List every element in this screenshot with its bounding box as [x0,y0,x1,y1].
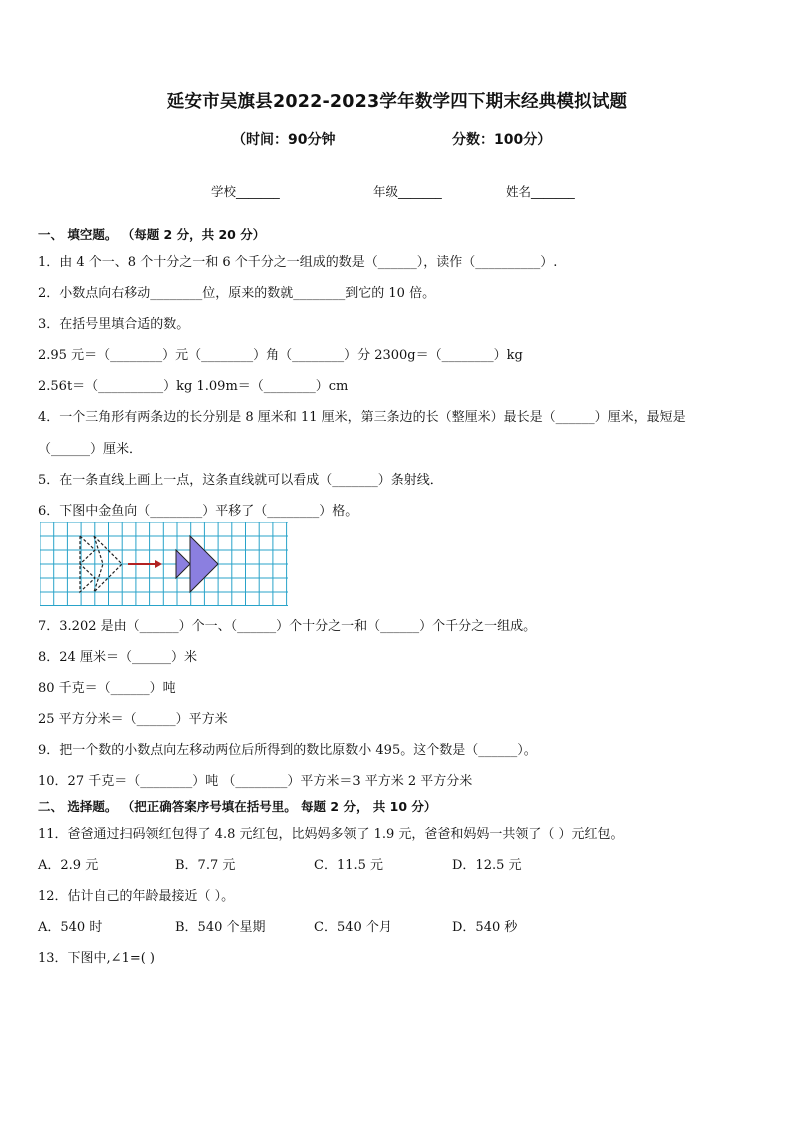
option-a[interactable]: A．2.9 元 [38,858,99,873]
question-line: 9．把一个数的小数点向左移动两位后所得到的数比原数小 495。这个数是（______）。 [38,743,537,758]
option-d[interactable]: D．12.5 元 [452,858,522,873]
name-field[interactable]: 姓名_______ [506,184,575,199]
question-11: 11．爸爸通过扫码领红包得了 4.8 元红包，比妈妈多领了 1.9 元，爸爸和妈妈一共领了（ ）元红包。 [38,827,624,842]
option-b[interactable]: B．7.7 元 [175,858,236,873]
question-line: 5．在一条直线上画上一点，这条直线就可以看成（_______）条射线． [38,473,443,488]
option-a[interactable]: A．540 时 [38,920,103,935]
question-12: 12．估计自己的年龄最接近（ ）。 [38,889,235,904]
fish-tail-icon [176,550,190,578]
option-c[interactable]: C．11.5 元 [314,858,384,873]
page-title: 延安市吴旗县2022-2023学年数学四下期末经典模拟试题 [166,92,628,112]
question-line: 25 平方分米＝（______）平方米 [38,712,228,727]
question-line: 2.56t＝（__________）kg 1.09m＝（________）cm [38,379,349,394]
question-line: 2.95 元＝（________）元（________）角（________）分 2300g＝（________）kg [38,348,523,363]
arrow-head-icon [155,560,162,568]
question-line: 80 千克＝（______）吨 [38,681,176,696]
question-line: 7．3.202 是由（______）个一、（______）个十分之一和（______）个千分之一组成。 [38,619,537,634]
question-line: 10．27 千克＝（________）吨 （________）平方米＝3 平方米 2 平方分米 [38,774,473,789]
option-c[interactable]: C．540 个月 [314,920,392,935]
question-line: 8．24 厘米＝（______）米 [38,650,197,665]
translation-grid-figure [40,522,288,606]
grid-lines [40,522,288,606]
question-line: （______）厘米． [38,442,143,457]
school-field[interactable]: 学校_______ [211,184,280,199]
question-line: 2．小数点向右移动________位，原来的数就________到它的 10 倍。 [38,286,436,301]
option-b[interactable]: B．540 个星期 [175,920,266,935]
section-heading: 一、 填空题。 （每题 2 分，共 20 分） [38,227,266,242]
question-line: 3．在括号里填合适的数。 [38,317,190,332]
grade-field[interactable]: 年级_______ [373,184,442,199]
score-label: 分数：100分） [452,132,552,148]
section-heading: 二、 选择题。 （把正确答案序号填在括号里。 每题 2 分， 共 10 分） [38,799,437,814]
question-line: 1．由 4 个一、8 个十分之一和 6 个千分之一组成的数是（______），读作（__________）. [38,255,558,270]
question-line: 6．下图中金鱼向（________）平移了（________）格。 [38,504,359,519]
option-d[interactable]: D．540 秒 [452,920,518,935]
time-label: （时间：90分钟 [232,132,336,148]
question-line: 4．一个三角形有两条边的长分别是 8 厘米和 11 厘米，第三条边的长（整厘米）最长是（______）厘米，最短是 [38,410,686,425]
question-13: 13．下图中,∠1=( ) [38,951,156,966]
